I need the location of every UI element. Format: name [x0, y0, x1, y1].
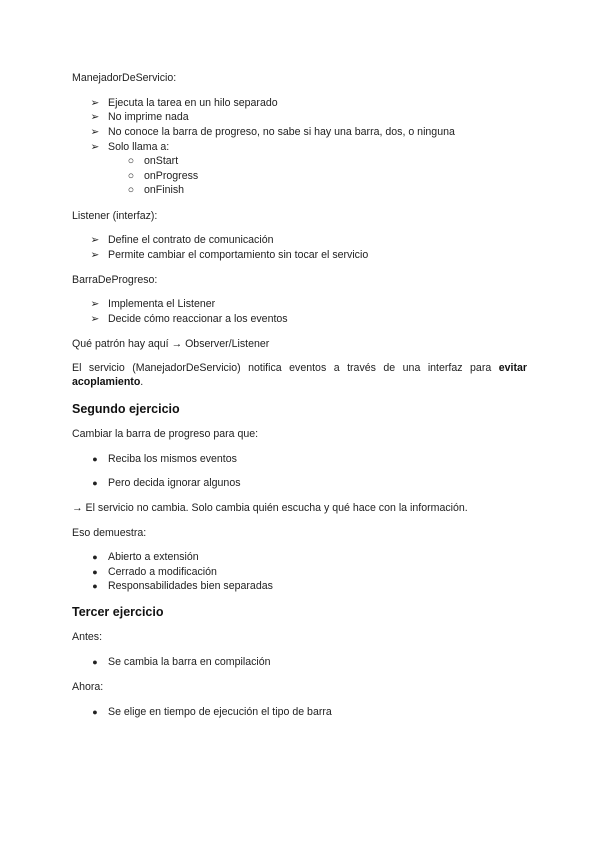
arrow-bullet-icon: ➢ [90, 141, 100, 153]
dot-bullet-icon: ● [92, 478, 98, 488]
list-item: Permite cambiar el comportamiento sin tocar el servicio [108, 249, 369, 261]
dot-bullet-icon: ● [92, 552, 98, 562]
dot-bullet-icon: ● [92, 454, 98, 464]
section-title-tercer: Tercer ejercicio [72, 605, 164, 619]
pattern-line: Qué patrón hay aquí → Observer/Listener [72, 338, 270, 350]
sub-list-item: onFinish [144, 184, 185, 196]
arrow-bullet-icon: ➢ [90, 249, 100, 261]
list-item: No conoce la barra de progreso, no sabe si hay una barra, dos, o ninguna [108, 126, 455, 138]
arrow-bullet-icon: ➢ [90, 298, 100, 310]
sub-list-item: onProgress [144, 170, 199, 182]
list-item: Pero decida ignorar algunos [108, 477, 241, 489]
segundo-intro: Cambiar la barra de progreso para que: [72, 428, 259, 440]
arrow-line: → El servicio no cambia. Solo cambia quién escucha y qué hace con la información. [72, 502, 468, 514]
section-heading-barra: BarraDeProgreso: [72, 274, 158, 286]
list-item: Solo llama a: [108, 141, 170, 153]
sub-list-item: onStart [144, 155, 179, 167]
paragraph-end: . [140, 375, 144, 388]
arrow-bullet-icon: ➢ [90, 313, 100, 325]
list-item: Se cambia la barra en compilación [108, 656, 271, 668]
circle-bullet-icon: ○ [127, 184, 135, 196]
antes-label: Antes: [72, 631, 103, 643]
list-item: Se elige en tiempo de ejecución el tipo de barra [108, 706, 332, 718]
dot-bullet-icon: ● [92, 657, 98, 667]
dot-bullet-icon: ● [92, 567, 98, 577]
paragraph-bold-text: evitar acoplamiento [72, 362, 527, 388]
paragraph-text: El servicio (ManejadorDeServicio) notifica eventos a través de una interfaz para [72, 362, 499, 374]
explanation-paragraph [72, 362, 527, 389]
dot-bullet-icon: ● [92, 581, 98, 591]
arrow-bullet-icon: ➢ [90, 111, 100, 123]
arrow-bullet-icon: ➢ [90, 126, 100, 138]
arrow-bullet-icon: ➢ [90, 97, 100, 109]
list-item: Cerrado a modificación [108, 566, 217, 578]
section-heading-listener: Listener (interfaz): [72, 210, 158, 222]
list-item: No imprime nada [108, 111, 189, 123]
arrow-bullet-icon: ➢ [90, 234, 100, 246]
ahora-label: Ahora: [72, 681, 104, 693]
list-item: Define el contrato de comunicación [108, 234, 274, 246]
circle-bullet-icon: ○ [127, 155, 135, 167]
list-item: Reciba los mismos eventos [108, 453, 237, 465]
demo-label: Eso demuestra: [72, 527, 147, 539]
section-heading-manejador: ManejadorDeServicio: [72, 72, 177, 84]
circle-bullet-icon: ○ [127, 170, 135, 182]
section-title-segundo: Segundo ejercicio [72, 402, 180, 416]
list-item: Responsabilidades bien separadas [108, 580, 273, 592]
list-item: Abierto a extensión [108, 551, 199, 563]
list-item: Decide cómo reaccionar a los eventos [108, 313, 288, 325]
list-item: Ejecuta la tarea en un hilo separado [108, 97, 278, 109]
dot-bullet-icon: ● [92, 707, 98, 717]
list-item: Implementa el Listener [108, 298, 216, 310]
